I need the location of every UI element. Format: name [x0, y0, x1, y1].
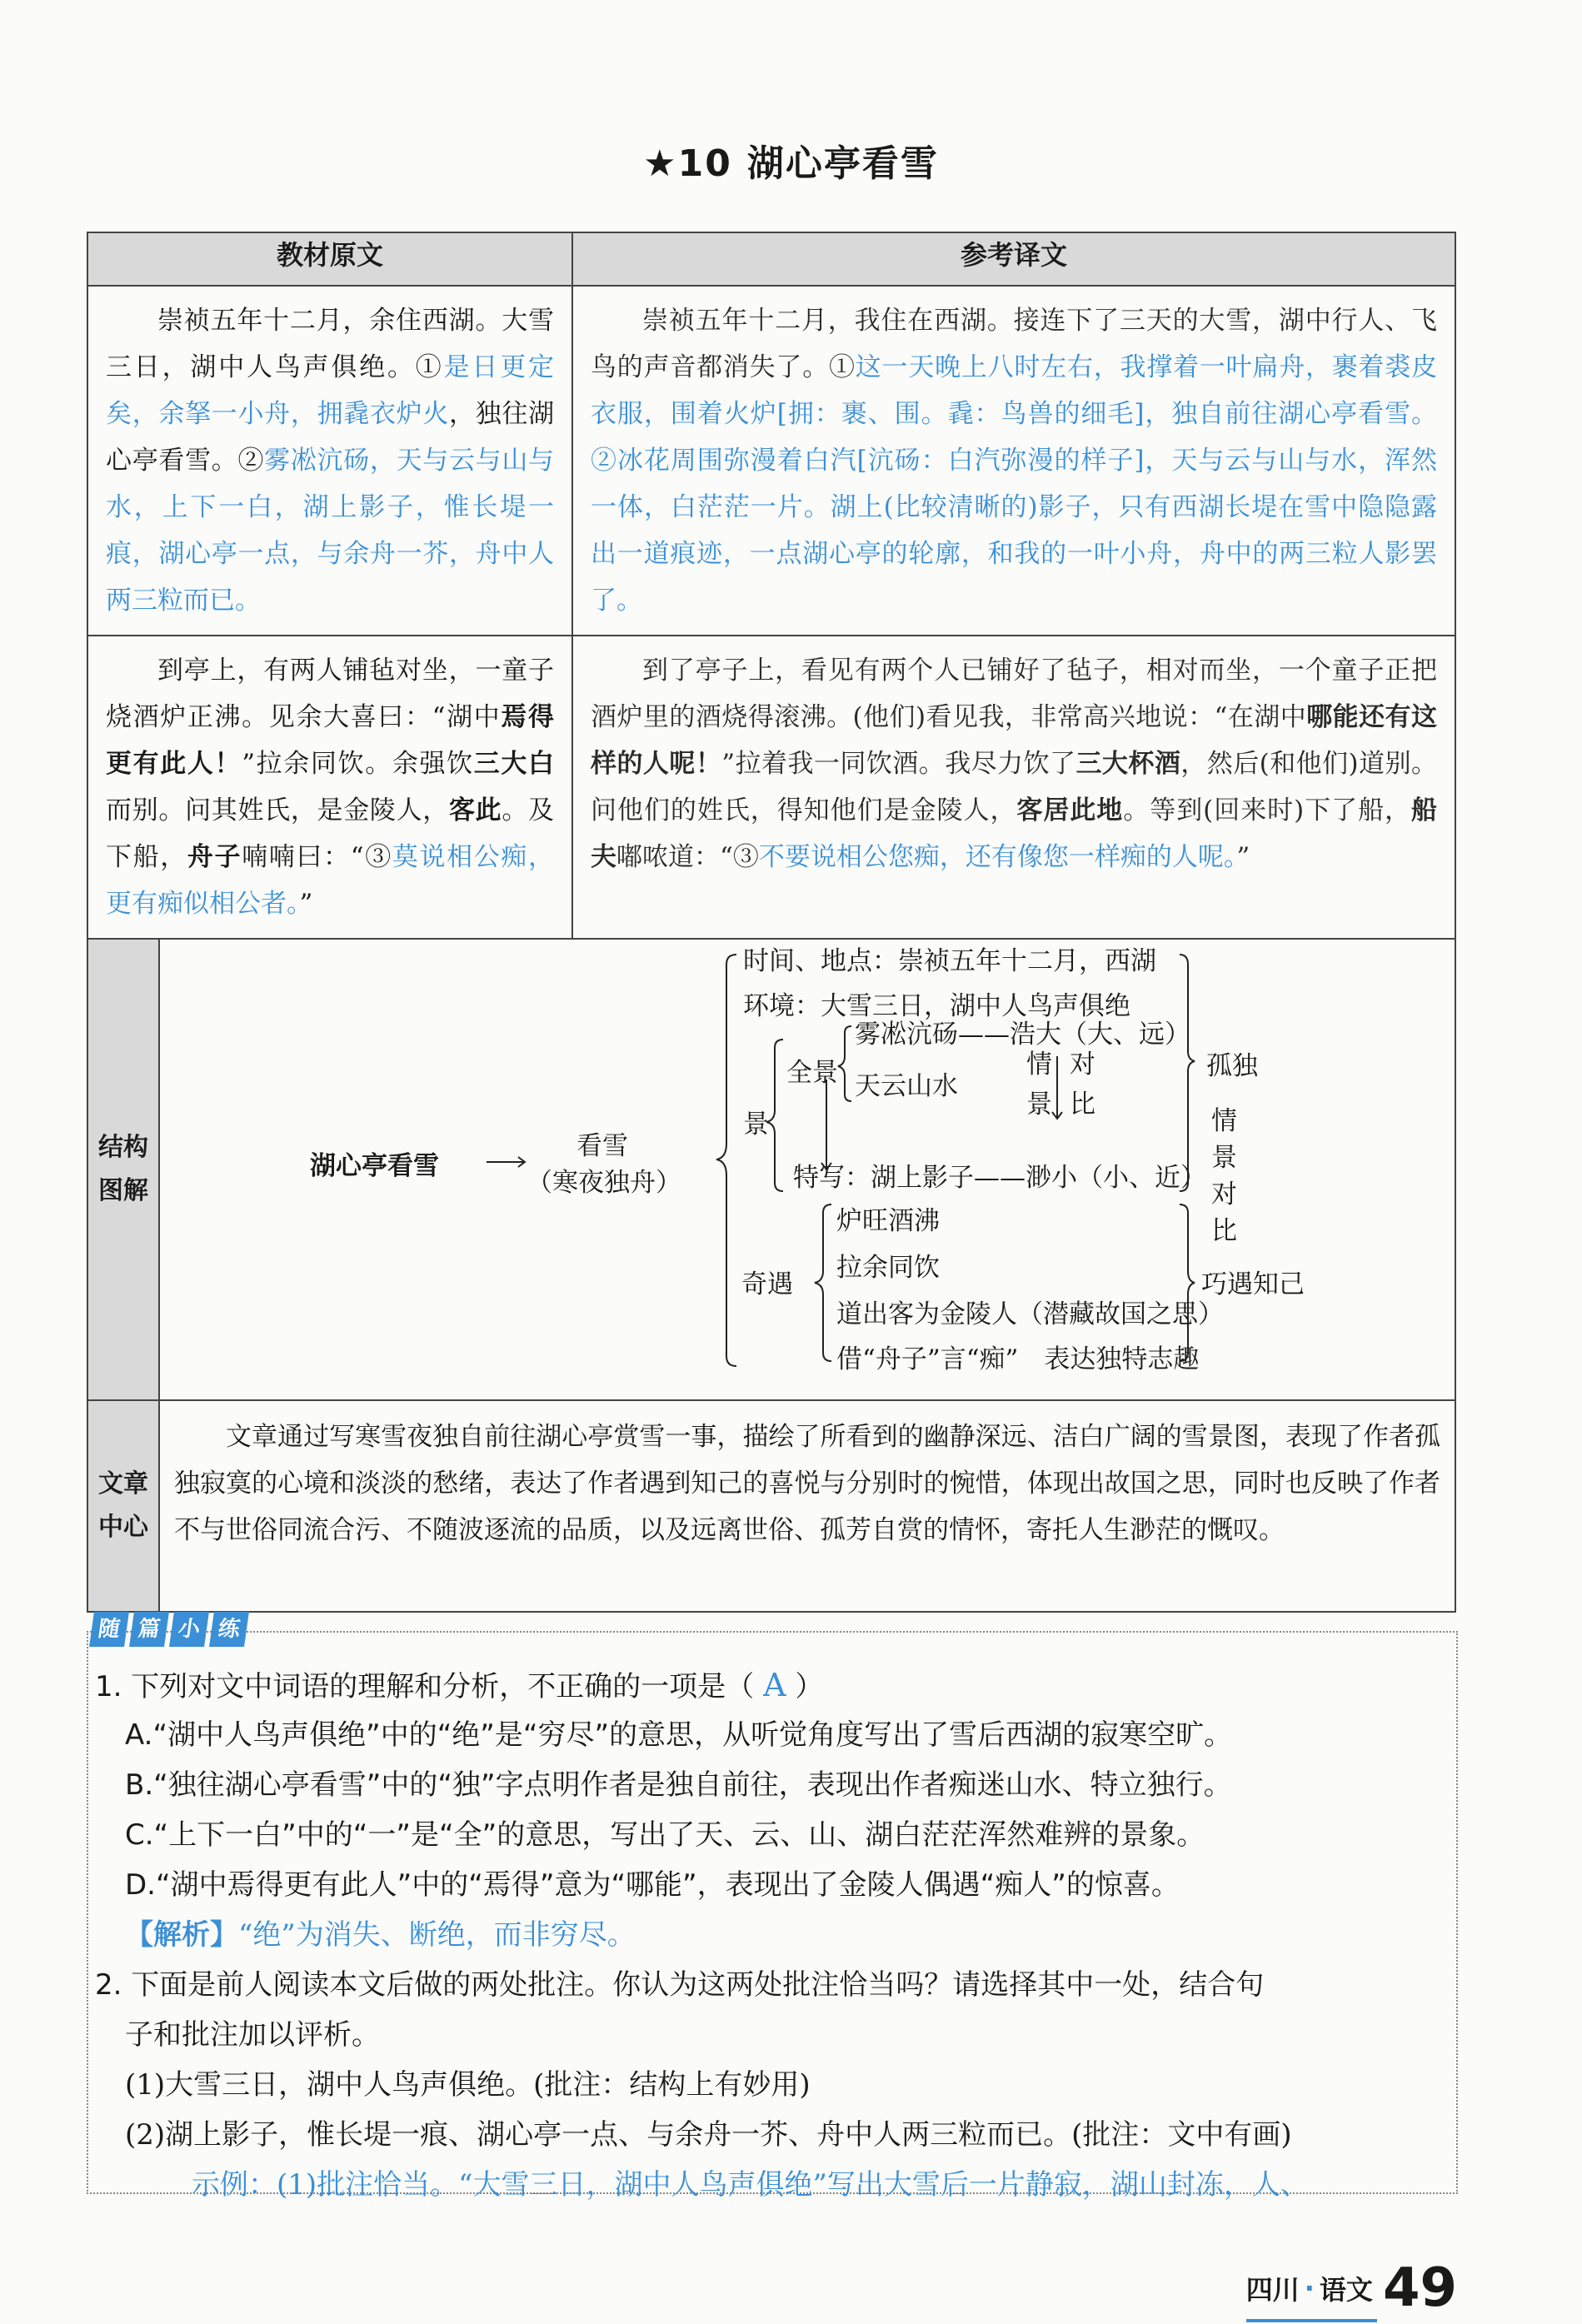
header-original: 教材原文: [87, 232, 572, 286]
text-run: 三大杯酒: [1075, 749, 1181, 779]
diagram-mid-1: 看雪: [576, 1131, 628, 1161]
text-run: 嘟哝道：“③: [616, 842, 759, 872]
diagram-environment: 环境：大雪三日，湖中人鸟声俱绝: [743, 991, 1130, 1021]
q1-option-b: B.“独往湖心亭看雪”中的“独”字点明作者是独自前往，表现出作者痴迷山水、特立独行。: [125, 1768, 1232, 1802]
q1-answer: A: [763, 1667, 786, 1703]
q2-item-2: (2)湖上影子，惟长堤一痕、湖心亭一点、与余舟一芥、舟中人两三粒而已。(批注：文中有画): [125, 2118, 1292, 2152]
text-run: ，天与云与山与水，浑然一体，白茫茫一片。湖上(比较清晰的)影子，只有: [591, 446, 1438, 522]
text-run: 喃喃曰：“③: [242, 842, 392, 872]
text-run: ，天与云与山与水，上下一白，湖上影子，惟: [106, 446, 555, 522]
text-run: ，独自前往湖心亭看雪。②: [591, 399, 1438, 476]
text-run: 是日更定矣: [106, 352, 555, 429]
text-run: 一小舟，: [211, 399, 317, 429]
diagram-scene: 景: [743, 1110, 769, 1140]
row2-translation: [574, 637, 1454, 890]
practice-tag: 随 篇 小 练: [92, 1612, 252, 1647]
text-run: 裹着裘皮衣服，围着火炉: [591, 352, 1438, 429]
text-run: 撑: [1146, 352, 1174, 382]
diagram-bi: 比: [1070, 1090, 1095, 1120]
diagram-panorama: 全景: [786, 1058, 838, 1088]
text-run: ，然后(和他们)道别。问他们的姓氏，得知他们是金陵人，: [591, 749, 1438, 825]
footer-underline: [1246, 2319, 1377, 2322]
diagram-enc-1: 炉旺酒沸: [836, 1206, 940, 1236]
diagram-enc-2: 拉余同饮: [836, 1253, 940, 1283]
q2-stem-2: 子和批注加以评析。: [125, 2018, 380, 2052]
diagram-closeup: 特写：湖上影子——渺小（小、近）: [793, 1163, 1206, 1193]
diagram-dui: 对: [1070, 1050, 1095, 1080]
diagram-enc-4: 借“舟子”言“痴” 表达独特志趣: [836, 1344, 1200, 1374]
diagram-encounter: 奇遇: [741, 1269, 793, 1299]
content-table: [87, 232, 1456, 1613]
text-run: ”拉着我一同饮酒。我尽力饮了: [721, 749, 1076, 779]
diagram-qing: 情: [1026, 1050, 1052, 1080]
text-run: 崇祯五年十二月，余住西湖。大雪三日，湖中人鸟声俱绝。①: [106, 306, 555, 382]
text-run: 长堤一痕: [106, 492, 555, 569]
text-run: 到了亭子上，看见有两个人已铺好了毡子，相对而坐，一个童子正把酒炉里的酒烧得滚沸。(他们)看见我，非常高兴地说：“在湖中: [591, 656, 1438, 732]
text-run: ，湖心亭一点，与余舟一芥，舟中人两三粒而已。: [106, 539, 555, 616]
text-run: 崇祯五年十二月，我住在西湖。接连下了三天的大雪，湖中行人、飞鸟的声音都消失了。①: [591, 306, 1438, 382]
lesson-number: ★10: [643, 142, 732, 185]
center-label: 文章 中心: [98, 1469, 148, 1542]
diagram-pan-2: 天云山水: [855, 1071, 958, 1101]
text-run: ，余: [132, 399, 186, 429]
q1-stem: 1. 下列对文中词语的理解和分析，不正确的一项是（ A ）: [95, 1667, 824, 1703]
row1-original: [89, 287, 571, 634]
center-text: 文章通过写寒雪夜独自前往湖心亭赏雪一事，描绘了所看到的幽静深远、洁白广阔的雪景图，表现了作者孤独寂寞的心境和淡淡的愁绪，表达了作者遇到知己的喜悦与分别时的惋惜，体现出故国之思，同时也反映了作者不与世俗同流合污、不随波逐流的品质，以及远离世俗、孤芳自赏的情怀，寄托人生渺茫的慨叹。: [174, 1422, 1441, 1545]
lesson-title-text: 湖心亭看雪: [746, 142, 939, 185]
text-run: 而别。问其姓氏，是金陵人，: [106, 795, 449, 825]
text-run: 到亭上，有两人铺毡对坐，一童子烧酒炉正沸。见余大喜曰：“湖中: [106, 656, 555, 732]
diagram-mid-2: （寒夜独舟）: [527, 1168, 681, 1198]
text-run: 晚上八时左右: [935, 352, 1094, 382]
text-run: 拏: [185, 399, 212, 429]
page-footer: 四川 · 语文 49: [1246, 2257, 1457, 2319]
text-run: ，一点湖心亭的轮廓，和我的一叶小舟，舟中的两三粒人影罢了。: [591, 539, 1438, 616]
footer-subject: 语文: [1319, 2274, 1373, 2306]
q2-example: 示例：(1)批注恰当。“大雪三日，湖中人鸟声俱绝”写出大雪后一片静寂，湖山封冻，人、: [192, 2168, 1309, 2202]
text-run: ，独往湖心亭看雪。②: [106, 399, 555, 476]
q1-option-c: C.“上下一白”中的“一”是“全”的意思，写出了天、云、山、湖白茫茫浑然难辨的景象。: [125, 1818, 1205, 1852]
text-run: 船夫: [591, 795, 1438, 872]
q2-stem-1: 2. 下面是前人阅读本文后做的两处批注。你认为这两处批注恰当吗？请选择其中一处，结合句: [95, 1968, 1265, 2002]
row2-original: [89, 637, 571, 937]
text-run: 冰花周围弥漫着白汽: [616, 446, 857, 476]
text-run: 哪能还有这样的人呢！: [591, 702, 1438, 779]
row1-translation: [574, 287, 1454, 634]
diagram-qjdb: 情 景 对 比: [1211, 1106, 1237, 1246]
text-run: ”: [1236, 842, 1250, 872]
text-run: 拥毳衣炉火: [317, 399, 450, 429]
text-run: 。等到(回来时)下了船，: [1123, 795, 1412, 825]
text-run: ，我: [1093, 352, 1147, 382]
q1-option-d: D.“湖中焉得更有此人”中的“焉得”意为“哪能”，表现出了金陵人偶遇“痴人”的惊喜。: [125, 1868, 1180, 1902]
text-run: ”拉余同饮。余强饮: [242, 749, 474, 779]
lesson-title: [0, 133, 1582, 187]
text-run: 莫说相公痴，更有痴似相公者。: [106, 842, 555, 919]
diagram-enc-3: 道出客为金陵人（潜藏故国之思）: [836, 1299, 1224, 1329]
text-run: 雾凇沆砀: [264, 446, 370, 476]
text-run: 客居此地: [1016, 795, 1124, 825]
text-run: 这一天: [855, 352, 936, 382]
q1-option-a: A.“湖中人鸟声俱绝”中的“绝”是“穷尽”的意思，从听觉角度写出了雪后西湖的寂寒空旷。: [125, 1718, 1233, 1752]
diagram-jing: 景: [1026, 1090, 1052, 1120]
footer-region: 四川: [1245, 2274, 1300, 2306]
text-run: 不要说相公您痴，还有像您一样痴的人呢。: [758, 842, 1237, 872]
text-run: [沆砀：白汽弥漫的样子]: [856, 446, 1145, 476]
q1-analysis: 【解析】“绝”为消失、断绝，而非穷尽。: [125, 1918, 636, 1952]
diagram-pan-1: 雾凇沆砀——浩大（大、远）: [855, 1020, 1190, 1050]
text-run: 焉得更有此人！: [106, 702, 555, 779]
text-run: 。及下船，: [106, 795, 555, 872]
text-run: [拥：裹、围。毳：鸟兽的细毛]: [776, 399, 1145, 429]
structure-label: 结构 图解: [98, 1133, 148, 1205]
header-translation: 参考译文: [572, 232, 1455, 286]
text-run: ”: [299, 889, 313, 919]
diagram-time-place: 时间、地点：崇祯五年十二月，西湖: [743, 946, 1156, 976]
q2-item-1: (1)大雪三日，湖中人鸟声俱绝。(批注：结构上有妙用): [125, 2068, 811, 2102]
structure-diagram: [160, 940, 1455, 1381]
diagram-meet: 巧遇知己: [1201, 1269, 1305, 1299]
text-run: 西湖长堤在雪中隐隐露出一道痕迹: [591, 492, 1438, 569]
diagram-root: 湖心亭看雪: [310, 1151, 439, 1181]
diagram-lonely: 孤独: [1206, 1051, 1258, 1081]
text-run: 三大白: [473, 749, 555, 779]
text-run: 舟子: [187, 842, 242, 872]
text-run: 着一叶扁舟，: [1173, 352, 1332, 382]
page-number: 49: [1382, 2257, 1457, 2319]
text-run: 客此: [448, 795, 502, 825]
